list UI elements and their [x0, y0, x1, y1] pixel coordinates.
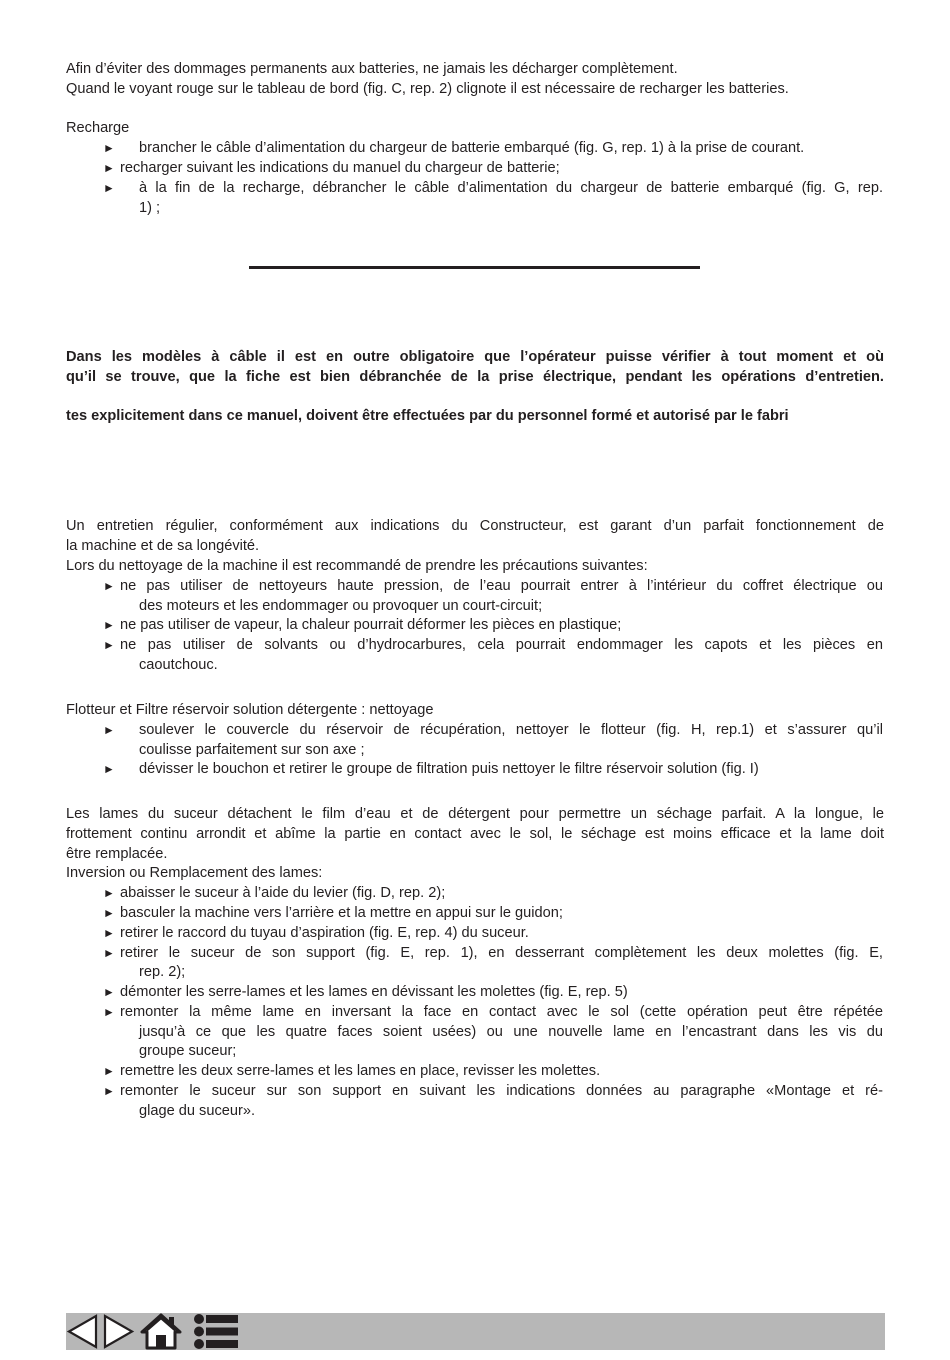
list-item: soulever le couvercle du réservoir de récupération, nettoyer le flotteur (fig. H, rep.1) et s’assurer qu’il [139, 722, 883, 738]
list-item: remonter la même lame en inversant la face en contact avec le sol (cette opération peut être répétée [120, 1004, 883, 1020]
list-item: remonter le suceur sur son support en suivant les indications données au paragraphe «Montage et ré- [120, 1083, 883, 1099]
list-item: démonter les serre-lames et les lames en dévissant les molettes (fig. E, rep. 5) [120, 984, 628, 1000]
blades-heading: Inversion ou Remplacement des lames: [66, 865, 323, 881]
maintenance-line-1: Un entretien régulier, conformément aux indications du Constructeur, est garant d’un parfait fonctionnement de [66, 518, 884, 534]
list-item: abaisser le suceur à l’aide du levier (fig. D, rep. 2); [120, 885, 446, 901]
bullet-arrow: ► [103, 141, 115, 155]
maintenance-line-2: la machine et de sa longévité. [66, 538, 260, 554]
list-item-continuation: 1) ; [139, 200, 161, 216]
bullet-arrow: ► [103, 618, 115, 632]
list-item: remettre les deux serre-lames et les lames en place, revisser les molettes. [120, 1063, 601, 1079]
home-icon[interactable] [140, 1313, 182, 1350]
blades-line-1: Les lames du suceur détachent le film d’eau et de détergent pour permettre un séchage parfait. A la longue, le [66, 806, 884, 822]
recharge-heading: Recharge [66, 120, 130, 136]
footer-nav-bar [66, 1313, 885, 1350]
blades-line-2: frottement continu arrondit et abîme la partie en contact avec le sol, le séchage est moins efficace et la lame doit [66, 826, 884, 842]
list-item-continuation: jusqu’à ce que les quatre faces soient usées) ou une nouvelle lame en l’encastrant dans les vis du [139, 1024, 883, 1040]
list-item-continuation: caoutchouc. [139, 657, 218, 673]
list-item: retirer le suceur de son support (fig. E, rep. 1), en desserrant complètement les deux molettes (fig. E, [120, 945, 883, 961]
list-item: recharger suivant les indications du manuel du chargeur de batterie; [120, 160, 560, 176]
bullet-arrow: ► [103, 985, 115, 999]
section-divider [249, 266, 700, 269]
list-item-continuation: rep. 2); [139, 964, 186, 980]
intro-line-1: Afin d’éviter des dommages permanents aux batteries, ne jamais les décharger complètement. [66, 61, 678, 77]
filter-heading: Flotteur et Filtre réservoir solution détergente : nettoyage [66, 702, 434, 718]
bullet-arrow: ► [103, 906, 115, 920]
list-item: ne pas utiliser de nettoyeurs haute pression, de l’eau pourrait entrer à l’intérieur du coffret électrique ou [120, 578, 883, 594]
bullet-arrow: ► [103, 1005, 115, 1019]
blades-line-3: être remplacée. [66, 846, 168, 862]
warning-line-3: tes explicitement dans ce manuel, doivent être effectuées par du personnel formé et autorisé par le fabri [66, 408, 789, 424]
next-page-icon[interactable] [101, 1313, 135, 1350]
bullet-arrow: ► [103, 723, 115, 737]
list-item: dévisser le bouchon et retirer le groupe de filtration puis nettoyer le filtre réservoir solution (fig. I) [139, 761, 759, 777]
list-item: à la fin de la recharge, débrancher le câble d’alimentation du chargeur de batterie embarqué (fig. G, rep. [139, 180, 883, 196]
list-item: ne pas utiliser de solvants ou d’hydrocarbures, cela pourrait endommager les capots et les pièces en [120, 637, 883, 653]
bullet-arrow: ► [103, 926, 115, 940]
table-of-contents-icon[interactable] [192, 1313, 240, 1350]
bullet-arrow: ► [103, 181, 115, 195]
previous-page-icon[interactable] [66, 1313, 100, 1350]
bullet-arrow: ► [103, 886, 115, 900]
bullet-arrow: ► [103, 579, 115, 593]
list-item: basculer la machine vers l’arrière et la mettre en appui sur le guidon; [120, 905, 563, 921]
list-item: retirer le raccord du tuyau d’aspiration (fig. E, rep. 4) du suceur. [120, 925, 529, 941]
list-item: brancher le câble d’alimentation du chargeur de batterie embarqué (fig. G, rep. 1) à la prise de courant. [139, 140, 805, 156]
bullet-arrow: ► [103, 946, 115, 960]
list-item-continuation: des moteurs et les endommager ou provoquer un court-circuit; [139, 598, 543, 614]
bullet-arrow: ► [103, 1084, 115, 1098]
list-item-continuation: groupe suceur; [139, 1043, 237, 1059]
list-item-continuation: coulisse parfaitement sur son axe ; [139, 742, 365, 758]
maintenance-line-3: Lors du nettoyage de la machine il est recommandé de prendre les précautions suivantes: [66, 558, 648, 574]
bullet-arrow: ► [103, 638, 115, 652]
warning-line-2: qu’il se trouve, que la fiche est bien débranchée de la prise électrique, pendant les opérations d’entretien. [66, 369, 884, 385]
warning-line-1: Dans les modèles à câble il est en outre obligatoire que l’opérateur puisse vérifier à tout moment et où [66, 349, 884, 365]
intro-line-2: Quand le voyant rouge sur le tableau de bord (fig. C, rep. 2) clignote il est nécessaire de recharger les batteries. [66, 81, 789, 97]
list-item: ne pas utiliser de vapeur, la chaleur pourrait déformer les pièces en plastique; [120, 617, 622, 633]
list-item-continuation: glage du suceur». [139, 1103, 256, 1119]
bullet-arrow: ► [103, 161, 115, 175]
bullet-arrow: ► [103, 762, 115, 776]
bullet-arrow: ► [103, 1064, 115, 1078]
